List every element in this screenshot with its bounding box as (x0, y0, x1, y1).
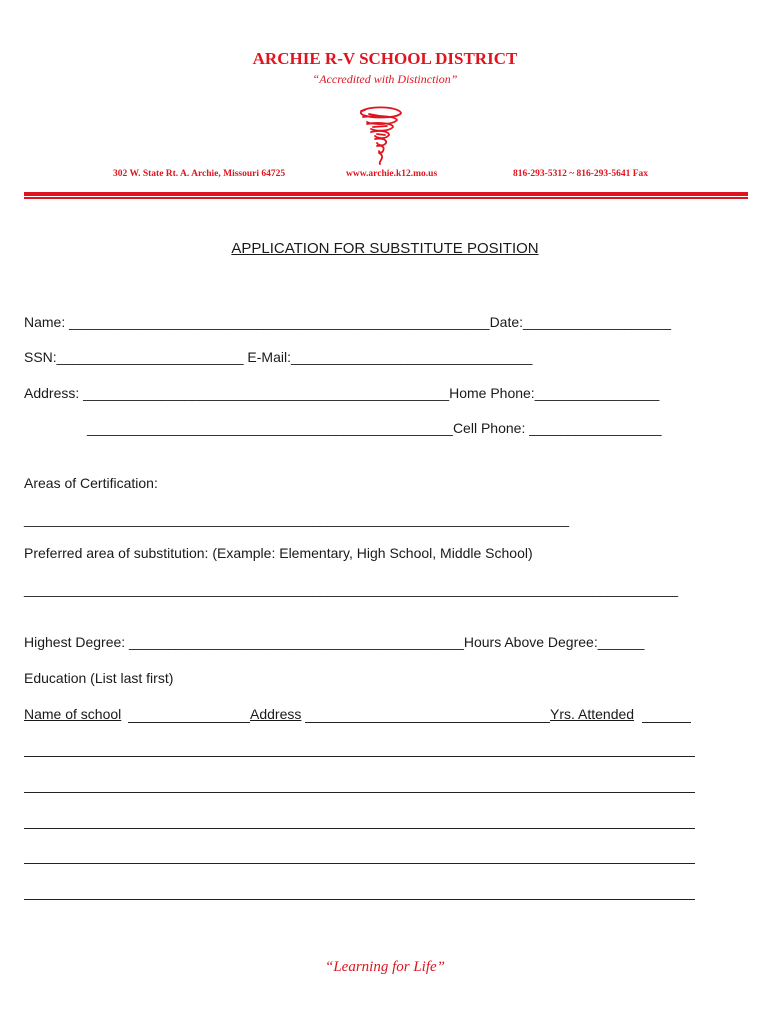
education-row-line (24, 828, 695, 829)
district-website[interactable]: www.archie.k12.mo.us (346, 169, 438, 179)
name-date-line: Name: ______________________________________________________Date:___________________ (24, 314, 671, 330)
preferred-area-blank: ____________________________________________________________________________________ (24, 581, 679, 597)
footer-slogan: “Learning for Life” (324, 959, 446, 975)
education-col-school: Name of school (24, 706, 122, 722)
education-row-line (24, 792, 695, 793)
address-cell-phone-line: _______________________________________________Cell Phone: _________________ (87, 420, 662, 436)
preferred-area-label: Preferred area of substitution: (Example: Elementary, High School, Middle School) (24, 545, 533, 561)
school-col-underline (128, 722, 250, 723)
certification-blank: ______________________________________________________________________ (24, 511, 570, 527)
header-divider-thin (24, 197, 748, 199)
years-col-underline (642, 722, 691, 723)
address-col-underline (305, 722, 550, 723)
education-row-line (24, 756, 695, 757)
form-title: APPLICATION FOR SUBSTITUTE POSITION (231, 240, 539, 257)
header-divider (24, 192, 748, 196)
district-name: ARCHIE R-V SCHOOL DISTRICT (252, 49, 518, 68)
certification-label: Areas of Certification: (24, 475, 158, 491)
education-label: Education (List last first) (24, 670, 174, 686)
ssn-email-line: SSN:________________________ E-Mail:_______________________________ (24, 349, 533, 365)
district-motto: “Accredited with Distinction” (312, 72, 458, 86)
district-phone-fax: 816-293-5312 ~ 816-293-5641 Fax (513, 169, 649, 179)
district-address: 302 W. State Rt. A. Archie, Missouri 64725 (113, 169, 286, 179)
tornado-logo-icon (355, 105, 405, 165)
degree-hours-line: Highest Degree: ___________________________________________Hours Above Degree:______ (24, 634, 645, 650)
address-home-phone-line: Address: _______________________________________________Home Phone:________________ (24, 385, 660, 401)
education-col-years: Yrs. Attended (550, 706, 635, 722)
education-col-address: Address (250, 706, 302, 722)
education-row-line (24, 863, 695, 864)
education-row-line (24, 899, 695, 900)
